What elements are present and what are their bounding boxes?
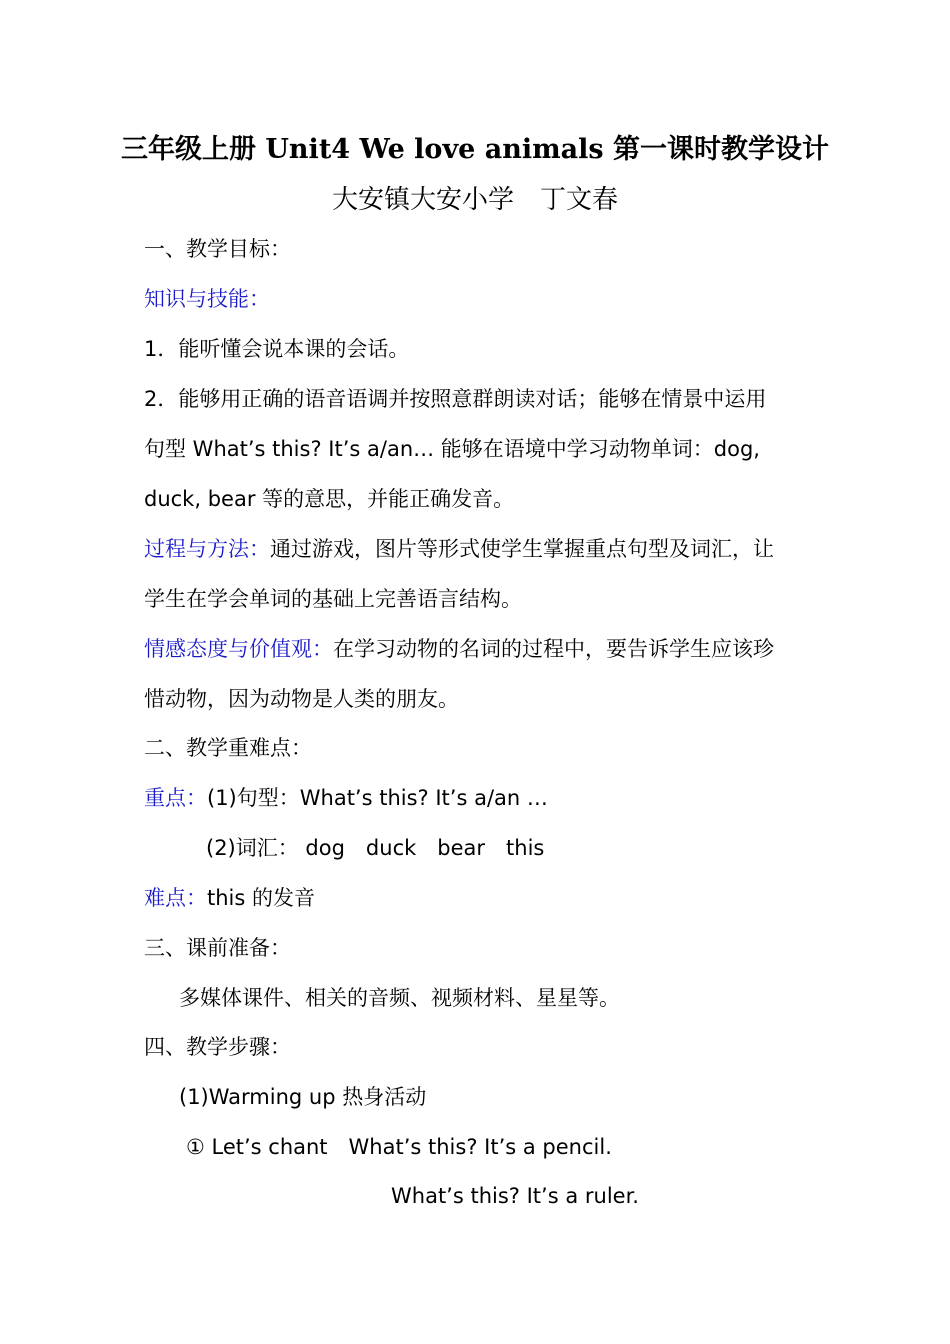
objective-item-1: 1．能听懂会说本课的会话。: [144, 337, 410, 361]
chant-line-1: ① Let’s chant What’s this? It’s a pencil.: [186, 1135, 612, 1159]
preparation-text: 多媒体课件、相关的音频、视频材料、星星等。: [179, 986, 620, 1010]
section3-heading: 三、课前准备：: [144, 936, 291, 960]
chant-line-2: What’s this? It’s a ruler.: [391, 1184, 639, 1208]
key-point-1: (1)句型：What’s this? It’s a/an …: [207, 786, 548, 810]
process-text: 通过游戏，图片等形式使学生掌握重点句型及词汇，让: [270, 537, 774, 561]
knowledge-label: 知识与技能：: [144, 287, 270, 311]
section4-heading: 四、教学步骤：: [144, 1035, 291, 1059]
difficult-text: this 的发音: [207, 886, 315, 910]
emotion-label: 情感态度与价值观：: [144, 637, 333, 661]
key-label: 重点：: [144, 786, 207, 810]
section2-heading: 二、教学重难点：: [144, 736, 312, 760]
step-1: (1)Warming up 热身活动: [179, 1085, 427, 1109]
objective-item-2-line-1: 2．能够用正确的语音语调并按照意群朗读对话；能够在情景中运用: [144, 387, 767, 411]
difficult-label: 难点：: [144, 886, 207, 910]
process-paragraph-line-2: 学生在学会单词的基础上完善语言结构。: [144, 587, 522, 611]
difficult-point-line: [144, 883, 315, 913]
process-paragraph-line-1: [144, 534, 774, 564]
document-title: 三年级上册 Unit4 We love animals 第一课时教学设计: [120, 134, 830, 165]
section1-heading: 一、教学目标：: [144, 237, 291, 261]
emotion-paragraph-line-1: [144, 634, 774, 664]
key-point-line-1: [144, 783, 548, 813]
process-label: 过程与方法：: [144, 537, 270, 561]
emotion-text: 在学习动物的名词的过程中，要告诉学生应该珍: [333, 637, 774, 661]
author-line: 大安镇大安小学 丁文春: [331, 185, 618, 215]
objective-item-2-line-2: 句型 What’s this? It’s a/an… 能够在语境中学习动物单词：dog,: [144, 437, 760, 461]
key-point-2: (2)词汇： dog duck bear this: [206, 836, 545, 860]
objective-item-2-line-3: duck, bear 等的意思，并能正确发音。: [144, 487, 515, 511]
emotion-paragraph-line-2: 惜动物，因为动物是人类的朋友。: [144, 687, 459, 711]
